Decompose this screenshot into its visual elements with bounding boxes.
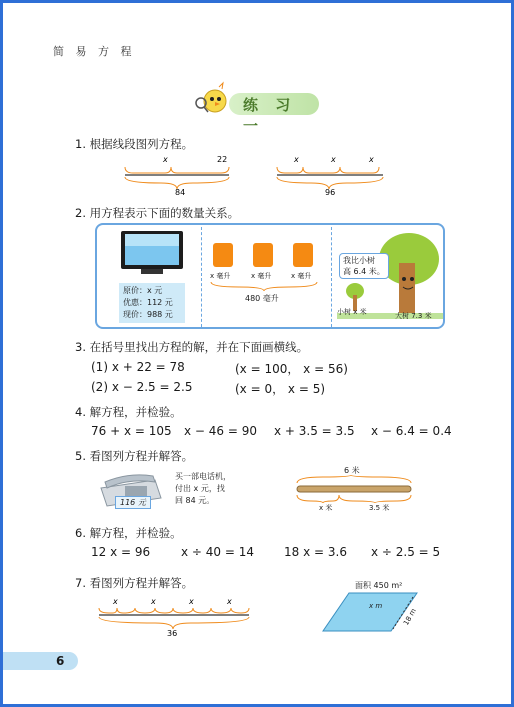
- q6-equation: 12 x = 96: [91, 545, 151, 559]
- q1-line-diagrams: [121, 153, 391, 198]
- parallelogram-x-label: x m: [369, 602, 383, 610]
- d2-total-label: 96: [325, 188, 336, 197]
- q3-options-2: (x = 0， x = 5): [235, 382, 326, 396]
- tv-price-card: [119, 283, 185, 323]
- q7-seg-4-label: x: [227, 597, 232, 606]
- d1-n-label: 22: [217, 155, 228, 164]
- q5-text-block: [175, 471, 231, 507]
- divider: [201, 227, 202, 327]
- cup-1-label: x 毫升: [210, 272, 231, 280]
- speech-line-2: 高 6.4 米。: [343, 267, 385, 276]
- divider: [331, 227, 332, 327]
- q5-text-line-2: 付出 x 元，找: [175, 484, 225, 493]
- question-6-label: 6. 解方程，并检验。: [75, 526, 182, 540]
- question-2-label: 2. 用方程表示下面的数量关系。: [75, 206, 240, 220]
- q3-equation-2: (2) x − 2.5 = 2.5: [91, 380, 193, 394]
- cup-3-label: x 毫升: [291, 272, 312, 280]
- d2-x2-label: x: [331, 155, 336, 164]
- q2-picture-box: [95, 223, 445, 329]
- rope-x-label: x 米: [319, 504, 333, 512]
- cups-icon: [207, 241, 327, 271]
- page-number: 6: [56, 654, 65, 668]
- exercise-title-block: [193, 81, 323, 135]
- cups-brace: [209, 280, 319, 292]
- cups-total-label: 480 毫升: [245, 294, 279, 303]
- q4-equation: 76 + x = 105: [91, 424, 172, 438]
- q6-equation: x ÷ 2.5 = 5: [371, 545, 441, 559]
- chapter-header: 简 易 方 程: [53, 45, 136, 58]
- rope-diagram: [293, 475, 415, 503]
- chick-mascot-icon: [193, 81, 233, 121]
- q3-equation-1: (1) x + 22 = 78: [91, 360, 185, 374]
- q7-seg-2-label: x: [151, 597, 156, 606]
- tv-discount: 优惠：112 元: [123, 298, 173, 307]
- question-5-label: 5. 看图列方程并解答。: [75, 449, 194, 463]
- rope-total-label: 6 米: [344, 466, 360, 475]
- q5-text-line-1: 买一部电话机，: [175, 472, 231, 481]
- tv-current-price: 现价：988 元: [123, 310, 173, 319]
- q6-equation: x ÷ 40 = 14: [181, 545, 255, 559]
- q5-text-line-3: 回 84 元。: [175, 496, 215, 505]
- small-tree-label: 小树 x 米: [337, 308, 367, 316]
- question-1-label: 1. 根据线段图列方程。: [75, 137, 194, 151]
- q7-line-diagram: [95, 595, 255, 639]
- d2-x1-label: x: [294, 155, 299, 164]
- q4-equation: x − 46 = 90: [184, 424, 258, 438]
- cup-2-label: x 毫升: [251, 272, 272, 280]
- page-number-tab: [3, 652, 78, 670]
- d1-total-label: 84: [175, 188, 186, 197]
- rope-b-label: 3.5 米: [369, 504, 390, 512]
- television-icon: [117, 229, 187, 277]
- question-4-label: 4. 解方程，并检验。: [75, 405, 182, 419]
- q7-seg-1-label: x: [113, 597, 118, 606]
- q4-equation: x − 6.4 = 0.4: [371, 424, 452, 438]
- parallelogram-area-label: 面积 450 m²: [355, 581, 403, 590]
- q6-equation: 18 x = 3.6: [284, 545, 347, 559]
- big-tree-label: 大树 7.3 米: [395, 312, 432, 320]
- d1-x-label: x: [163, 155, 168, 164]
- question-7-label: 7. 看图列方程并解答。: [75, 576, 194, 590]
- q3-options-1: (x = 100， x = 56): [235, 362, 348, 376]
- question-3-label: 3. 在括号里找出方程的解，并在下面画横线。: [75, 340, 309, 354]
- tv-original-price: 原价：x 元: [123, 286, 163, 295]
- speech-bubble: [339, 253, 389, 279]
- d2-x3-label: x: [369, 155, 374, 164]
- q7-seg-3-label: x: [189, 597, 194, 606]
- parallelogram-height-label: 18 m: [402, 607, 418, 627]
- q7-total-label: 36: [167, 629, 178, 638]
- q4-equation: x + 3.5 = 3.5: [274, 424, 355, 438]
- speech-line-1: 我比小树: [343, 256, 375, 265]
- telephone-price-tag: 116 元: [115, 496, 151, 509]
- exercise-title: 练 习 一: [243, 96, 297, 135]
